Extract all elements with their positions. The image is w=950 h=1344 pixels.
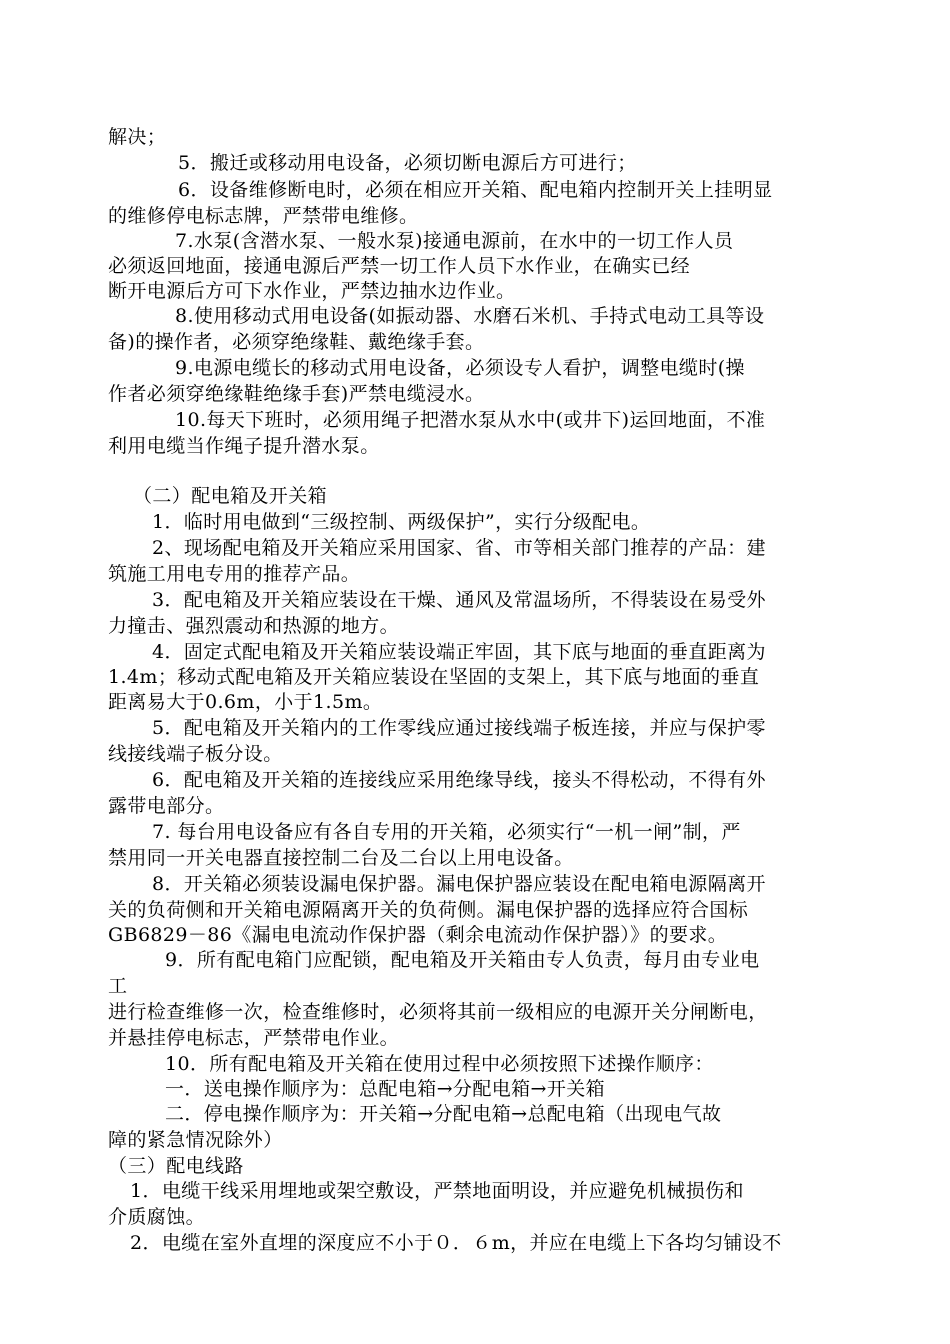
text-line: 2．电缆在室外直埋的深度应不小于０．６m，并应在电缆上下各均匀铺设不 — [130, 1232, 782, 1254]
text-line: 5．配电箱及开关箱内的工作零线应通过接线端子板连接，并应与保护零 — [152, 717, 766, 739]
text-line: 禁用同一开关电器直接控制二台及二台以上用电设备。 — [108, 847, 574, 869]
text-line: 利用电缆当作绳子提升潜水泵。 — [108, 435, 380, 457]
text-line: 1.4m；移动式配电箱及开关箱应装设在坚固的支架上，其下底与地面的垂直 — [108, 666, 760, 688]
text-line: 并悬挂停电标志，严禁带电作业。 — [108, 1027, 400, 1049]
text-line: 障的紧急情况除外） — [108, 1129, 283, 1151]
text-line: 7.水泵(含潜水泵、一般水泵)接通电源前，在水中的一切工作人员 — [175, 230, 734, 252]
text-line: 2、现场配电箱及开关箱应采用国家、省、市等相关部门推荐的产品：建 — [152, 537, 766, 559]
section-heading: （二）配电箱及开关箱 — [133, 485, 328, 507]
text-line: 二．停电操作顺序为：开关箱→分配电箱→总配电箱（出现电气故 — [165, 1103, 722, 1125]
text-line: 力撞击、强烈震动和热源的地方。 — [108, 615, 400, 637]
text-line: 8.使用移动式用电设备(如振动器、水磨石米机、手持式电动工具等设 — [175, 305, 765, 327]
text-line: 9．所有配电箱门应配锁，配电箱及开关箱由专人负责，每月由专业电 — [165, 949, 760, 971]
text-line: 9.电源电缆长的移动式用电设备，必须设专人看护，调整电缆时(操 — [175, 357, 745, 379]
text-line: 露带电部分。 — [108, 795, 225, 817]
text-line: 10．所有配电箱及开关箱在使用过程中必须按照下述操作顺序： — [165, 1053, 714, 1075]
text-line: 进行检查维修一次，检查维修时，必须将其前一级相应的电源开关分闸断电， — [108, 1001, 768, 1023]
text-line: GB6829－86《漏电电流动作保护器（剩余电流动作保护器）》的要求。 — [108, 924, 728, 946]
text-line: 7. 每台用电设备应有各自专用的开关箱，必须实行“一机一闸”制，严 — [152, 821, 741, 843]
text-line: 6．配电箱及开关箱的连接线应采用绝缘导线，接头不得松动，不得有外 — [152, 769, 766, 791]
text-line: 的维修停电标志牌，严禁带电维修。 — [108, 205, 419, 227]
text-line: 1．临时用电做到“三级控制、两级保护”，实行分级配电。 — [152, 511, 651, 533]
text-line: 筑施工用电专用的推荐产品。 — [108, 563, 361, 585]
text-line: 1．电缆干线采用埋地或架空敷设，严禁地面明设，并应避免机械损伤和 — [130, 1180, 744, 1202]
text-line: 线接线端子板分设。 — [108, 743, 283, 765]
text-line: 工 — [108, 975, 128, 997]
text-line: 距离易大于0.6m，小于1.5m。 — [108, 691, 383, 713]
text-line: 4．固定式配电箱及开关箱应装设端正牢固，其下底与地面的垂直距离为 — [152, 641, 766, 663]
text-line: 3．配电箱及开关箱应装设在干燥、通风及常温场所，不得装设在易受外 — [152, 589, 766, 611]
text-line: 6．设备维修断电时，必须在相应开关箱、配电箱内控制开关上挂明显 — [178, 179, 773, 201]
text-line: 介质腐蚀。 — [108, 1206, 206, 1228]
text-line: 5．搬迁或移动用电设备，必须切断电源后方可进行； — [178, 152, 637, 174]
text-line: 关的负荷侧和开关箱电源隔离开关的负荷侧。漏电保护器的选择应符合国标 — [108, 899, 749, 921]
text-line: 8．开关箱必须装设漏电保护器。漏电保护器应装设在配电箱电源隔离开 — [152, 873, 766, 895]
text-line: 备)的操作者，必须穿绝缘鞋、戴绝缘手套。 — [108, 331, 485, 353]
text-line: 断开电源后方可下水作业，严禁边抽水边作业。 — [108, 280, 516, 302]
section-heading: （三）配电线路 — [108, 1155, 244, 1177]
text-line: 解决； — [108, 126, 167, 148]
text-line: 10.每天下班时，必须用绳子把潜水泵从水中(或井下)运回地面，不准 — [175, 409, 766, 431]
text-line: 作者必须穿绝缘鞋绝缘手套)严禁电缆浸水。 — [108, 383, 485, 405]
text-line: 一．送电操作顺序为：总配电箱→分配电箱→开关箱 — [165, 1078, 606, 1100]
text-line: 必须返回地面，接通电源后严禁一切工作人员下水作业，在确实已经 — [108, 255, 691, 277]
